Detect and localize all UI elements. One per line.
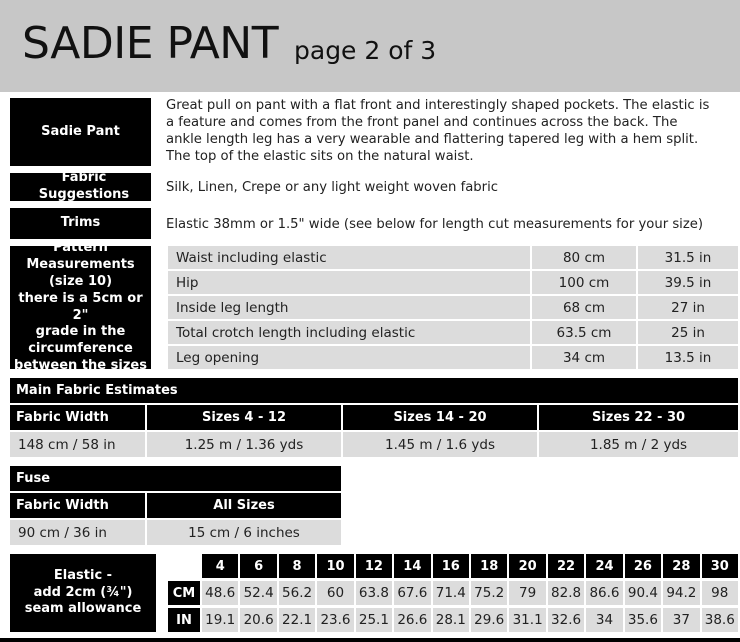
bottom-border [0, 638, 740, 642]
elastic-in-cell: 25.1 [356, 608, 392, 632]
fabric-suggestions-label: Fabric Suggestions [10, 173, 151, 201]
measure-name: Total crotch length including elastic [168, 321, 530, 344]
elastic-cm-cell: 56.2 [279, 581, 315, 605]
main-fabric-value: 1.25 m / 1.36 yds [147, 432, 341, 457]
trims-label: Trims [10, 208, 151, 239]
elastic-size-header: 12 [356, 554, 392, 578]
elastic-label-line: Elastic - [53, 567, 113, 583]
elastic-cm-cell: 60 [317, 581, 353, 605]
main-fabric-header: Sizes 4 - 12 [147, 405, 341, 430]
measure-cm: 80 cm [532, 246, 636, 269]
measure-in: 31.5 in [638, 246, 738, 269]
pattern-label-line: between the sizes [14, 358, 147, 374]
elastic-size-header: 16 [433, 554, 469, 578]
fuse-value: 15 cm / 6 inches [147, 520, 341, 545]
measure-name: Waist including elastic [168, 246, 530, 269]
elastic-in-cell: 29.6 [471, 608, 507, 632]
main-fabric-header: Sizes 14 - 20 [343, 405, 537, 430]
main-fabric-title: Main Fabric Estimates [10, 378, 738, 403]
elastic-in-cell: 19.1 [202, 608, 238, 632]
trims-value: Elastic 38mm or 1.5" wide (see below for length cut measurements for your size) [166, 217, 704, 232]
main-fabric-value: 1.45 m / 1.6 yds [343, 432, 537, 457]
measure-in: 39.5 in [638, 271, 738, 294]
measure-cm: 34 cm [532, 346, 636, 369]
elastic-cm-cell: 86.6 [586, 581, 622, 605]
elastic-in-cell: 28.1 [433, 608, 469, 632]
measure-name: Hip [168, 271, 530, 294]
elastic-size-header: 14 [394, 554, 430, 578]
measure-in: 13.5 in [638, 346, 738, 369]
measure-cm: 68 cm [532, 296, 636, 319]
elastic-in-cell: 35.6 [625, 608, 661, 632]
elastic-size-header: 26 [625, 554, 661, 578]
description-line: ankle length leg has a very wearable and flattering tapered leg with a hem split. [166, 132, 699, 148]
elastic-cm-cell: 63.8 [356, 581, 392, 605]
description-label: Sadie Pant [10, 98, 151, 166]
description-line: a feature and comes from the front panel and continues across the back. The [166, 115, 678, 131]
elastic-cm-cell: 90.4 [625, 581, 661, 605]
elastic-in-cell: 32.6 [548, 608, 584, 632]
pattern-label-line: (size 10) [48, 273, 113, 289]
description-line: The top of the elastic sits on the natural waist. [166, 149, 474, 165]
page-subtitle: page 2 of 3 [294, 36, 437, 65]
fabric-suggestions-value: Silk, Linen, Crepe or any light weight woven fabric [166, 180, 499, 195]
pattern-label-line: there is a 5cm or 2" [18, 290, 143, 323]
elastic-in-cell: 23.6 [317, 608, 353, 632]
elastic-table [168, 554, 738, 632]
fuse-value: 90 cm / 36 in [10, 520, 145, 545]
elastic-size-header: 6 [240, 554, 276, 578]
page-title: SADIE PANT [22, 18, 279, 69]
elastic-cm-cell: 52.4 [240, 581, 276, 605]
elastic-in-cell: 31.1 [509, 608, 545, 632]
elastic-size-header: 28 [663, 554, 699, 578]
description-line: Great pull on pant with a flat front and interestingly shaped pockets. The elastic is [166, 98, 710, 113]
elastic-cm-cell: 48.6 [202, 581, 238, 605]
elastic-size-header: 10 [317, 554, 353, 578]
measure-cm: 100 cm [532, 271, 636, 294]
fuse-title: Fuse [10, 466, 341, 491]
description-text [166, 97, 738, 166]
elastic-in-cell: 20.6 [240, 608, 276, 632]
elastic-size-header: 24 [586, 554, 622, 578]
elastic-cm-cell: 94.2 [663, 581, 699, 605]
elastic-size-header: 20 [509, 554, 545, 578]
elastic-size-header: 22 [548, 554, 584, 578]
pattern-measurements-label [10, 239, 151, 374]
main-fabric-value: 148 cm / 58 in [10, 432, 145, 457]
elastic-label-line: seam allowance [24, 601, 142, 617]
elastic-size-header: 18 [471, 554, 507, 578]
pattern-label-line: Measurements [26, 256, 135, 272]
elastic-size-header: 8 [279, 554, 315, 578]
elastic-in-cell: 26.6 [394, 608, 430, 632]
elastic-row-label: CM [168, 581, 200, 605]
main-fabric-value: 1.85 m / 2 yds [539, 432, 738, 457]
pattern-label-line: circumference [28, 341, 133, 357]
measure-in: 27 in [638, 296, 738, 319]
elastic-row-label: IN [168, 608, 200, 632]
elastic-in-cell: 37 [663, 608, 699, 632]
pattern-label-line: Pattern [53, 239, 108, 255]
measure-cm: 63.5 cm [532, 321, 636, 344]
measure-name: Leg opening [168, 346, 530, 369]
elastic-corner [168, 554, 200, 578]
elastic-cm-cell: 67.6 [394, 581, 430, 605]
pattern-label-line: grade in the [35, 324, 126, 340]
fuse-header: Fabric Width [10, 493, 145, 518]
main-fabric-header: Sizes 22 - 30 [539, 405, 738, 430]
pattern-measurements-table [168, 246, 738, 369]
measure-in: 25 in [638, 321, 738, 344]
elastic-cm-cell: 82.8 [548, 581, 584, 605]
fuse-header: All Sizes [147, 493, 341, 518]
elastic-in-cell: 34 [586, 608, 622, 632]
elastic-size-header: 30 [702, 554, 738, 578]
elastic-label [10, 554, 156, 632]
elastic-cm-cell: 71.4 [433, 581, 469, 605]
elastic-label-line: add 2cm (¾") [33, 584, 133, 600]
elastic-in-cell: 22.1 [279, 608, 315, 632]
elastic-cm-cell: 98 [702, 581, 738, 605]
elastic-cm-cell: 79 [509, 581, 545, 605]
elastic-cm-cell: 75.2 [471, 581, 507, 605]
main-fabric-header: Fabric Width [10, 405, 145, 430]
measure-name: Inside leg length [168, 296, 530, 319]
elastic-size-header: 4 [202, 554, 238, 578]
elastic-in-cell: 38.6 [702, 608, 738, 632]
